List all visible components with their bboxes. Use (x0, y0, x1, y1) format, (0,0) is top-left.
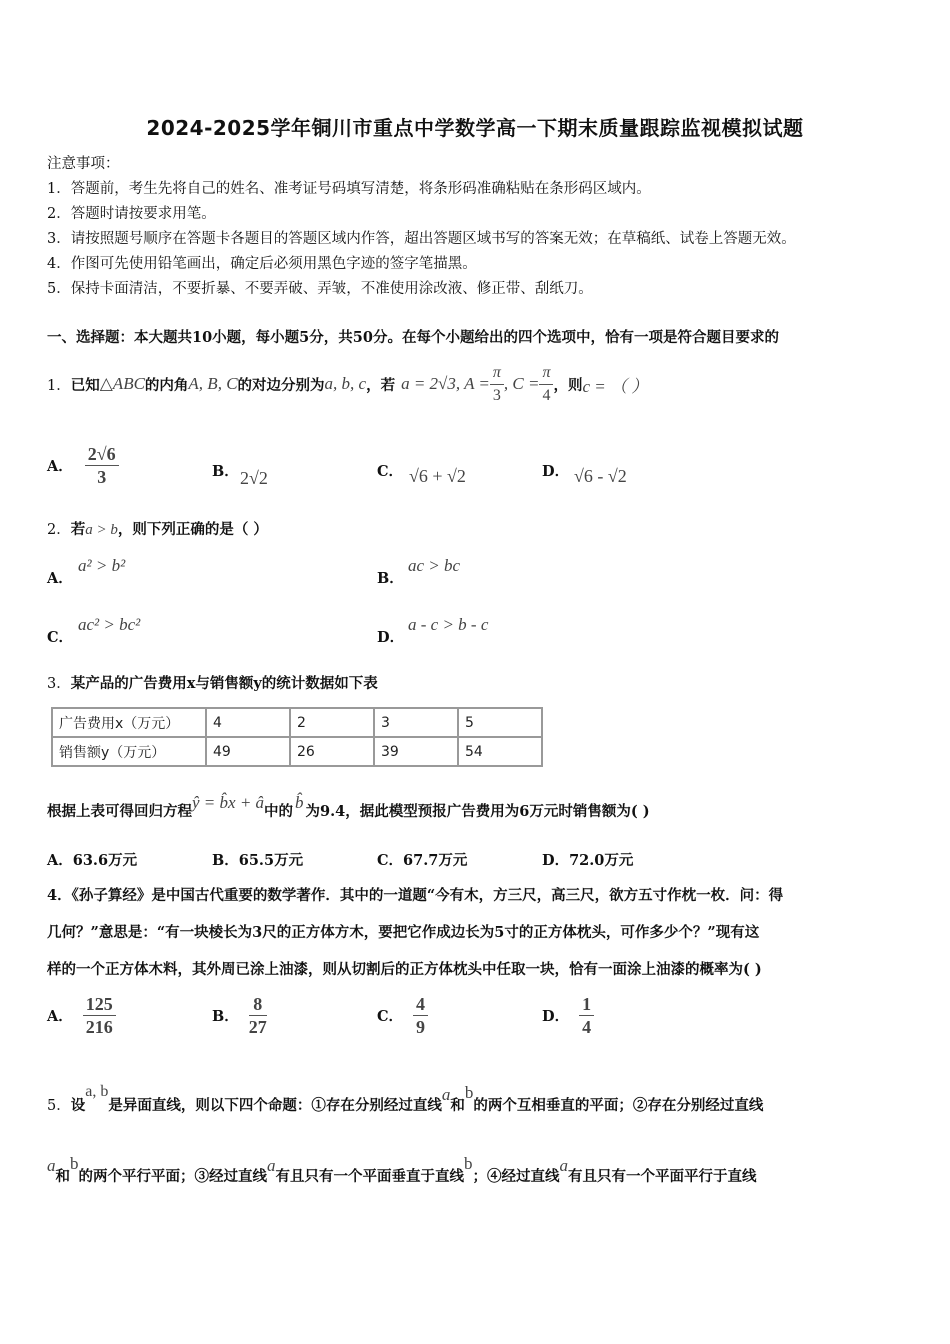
q2-option-d-value: a - c > b - c (408, 615, 489, 634)
q1-angles: A, B, C (188, 374, 238, 393)
question-1 (47, 362, 648, 406)
q5-text: 有且只有一个平面平行于直线 (568, 1168, 757, 1185)
q2-text: ，则下列正确的是（ ） (117, 521, 268, 538)
table-cell: 49 (206, 737, 290, 766)
q5-line-b: b (70, 1154, 79, 1173)
question-number: 1． (47, 377, 71, 394)
q5-line-a: a (559, 1156, 568, 1175)
q5-text: 是异面直线，则以下四个命题：①存在分别经过直线 (108, 1097, 442, 1114)
notice-item: 5．保持卡面清洁，不要折暴、不要弄破、弄皱，不准使用涂改液、修正带、刮纸刀。 (47, 281, 593, 297)
q5-text: ；④经过直线 (472, 1168, 560, 1185)
q1-option-b-value: 2√2 (240, 468, 268, 488)
q4-option-b[interactable]: B． $\frac{8}{27}$ (212, 993, 267, 1037)
q1-option-c-value: √6 + √2 (409, 466, 466, 486)
question-number: 3． (47, 676, 71, 692)
q4-option-c-fraction: $\frac{4}{9}$ (413, 993, 428, 1038)
q4-option-b-fraction: $\frac{8}{27}$ (248, 993, 267, 1037)
table-cell: 26 (290, 737, 374, 766)
q1-text: ，则 (553, 376, 583, 394)
q2-option-a[interactable]: A． (47, 570, 73, 587)
q3-text: 根据上表可得回归方程 (47, 803, 192, 820)
q5-text: 的两个互相垂直的平面；②存在分别经过直线 (473, 1097, 764, 1114)
question-5 (47, 1075, 763, 1115)
q4-option-d-fraction: $\frac{1}{4}$ (579, 993, 594, 1038)
q4-line: 几何？”意思是：“有一块棱长为3尺的正方体方木，要把它作成边长为5寸的正方体枕头，可作多少个？”现有这 (47, 924, 760, 941)
q5-line-a: a (47, 1156, 56, 1175)
q5-line-a: a (267, 1156, 276, 1175)
notice-heading: 注意事项： (47, 156, 120, 172)
section-heading: 一、选择题：本大题共10小题，每小题5分，共50分。在每个小题给出的四个选项中，恰有一项是符合题目要求的 (47, 329, 779, 346)
q1-option-d[interactable]: D． (542, 463, 570, 480)
q3-option-c[interactable]: C．67.7万元 (377, 852, 468, 869)
table-cell: 2 (290, 708, 374, 737)
q5-lines: a, b (85, 1083, 109, 1100)
q5-text: 设 (70, 1097, 86, 1114)
table-header-cell: 广告费用x（万元） (52, 708, 206, 737)
q2-option-b[interactable]: B． (377, 570, 404, 587)
table-header-cell: 销售额y（万元） (52, 737, 206, 766)
notice-item: 4．作图可先使用铅笔画出，确定后必须用黑色字迹的签字笔描黑。 (47, 256, 477, 272)
q3-bhat: b̂ (295, 792, 304, 812)
table-row (52, 708, 542, 737)
q2-option-c-value: ac² > bc² (78, 615, 141, 634)
q3-option-b[interactable]: B．65.5万元 (212, 852, 304, 869)
notice-item: 1．答题前，考生先将自己的姓名、准考证号码填写清楚，将条形码准确粘贴在条形码区域内。 (47, 181, 651, 197)
q3-option-d[interactable]: D．72.0万元 (542, 852, 634, 869)
table-cell: 54 (458, 737, 542, 766)
q1-sides: a, b, c (324, 374, 367, 393)
q3-option-a[interactable]: A．63.6万元 (47, 852, 138, 869)
q3-text: 中的 (264, 803, 294, 820)
q2-option-a-value: a² > b² (78, 556, 126, 575)
q1-triangle: △ABC (99, 374, 145, 393)
q4-option-c[interactable]: C． $\frac{4}{9}$ (377, 990, 428, 1040)
q5-line-a: a (441, 1085, 451, 1104)
question-2 (47, 518, 268, 539)
q2-option-c[interactable]: C． (47, 629, 74, 646)
q1-option-a-fraction: $\frac{2√6}{3}$ (85, 443, 119, 488)
table-row (52, 737, 542, 766)
q1-fraction: $\frac{\pi}{3}$ (490, 362, 504, 407)
q4-option-a[interactable]: A． $\frac{125}{216}$ (47, 990, 116, 1040)
q1-option-b[interactable]: B． (212, 463, 239, 480)
q2-text: 若 (70, 521, 86, 538)
q5-line-b: b (464, 1154, 473, 1173)
q5-text: 的两个平行平面；③经过直线 (78, 1168, 267, 1185)
q5-text: 和 (55, 1168, 70, 1185)
q1-text: 的对边分别为 (237, 376, 325, 394)
q2-condition: a > b (85, 522, 118, 538)
q1-text: 的内角 (144, 376, 189, 394)
q1-condition: a = 2√3, A = (401, 374, 490, 393)
q3-equation: ŷ = b̂x + â (192, 792, 265, 812)
table-cell: 3 (374, 708, 458, 737)
notice-item: 3．请按照题号顺序在答题卡各题目的答题区域内作答，超出答题区域书写的答案无效；在草稿纸、试卷上答题无效。 (47, 231, 796, 247)
question-5-cont (47, 1150, 757, 1186)
q5-line-b: b (464, 1083, 474, 1102)
q2-option-d[interactable]: D． (377, 629, 405, 646)
q1-option-d-value: √6 - √2 (574, 466, 627, 486)
q5-text: 和 (450, 1097, 465, 1114)
q4-line: 样的一个正方体木料，其外周已涂上油漆，则从切割后的正方体枕头中任取一块，恰有一面涂上油漆的概率为( ) (47, 961, 762, 978)
q2-option-b-value: ac > bc (408, 556, 461, 575)
q1-option-a[interactable]: A． $\frac{2√6}{3}$ (47, 440, 119, 490)
q1-text: 已知 (70, 376, 100, 394)
q3-text: 某产品的广告费用x与销售额y的统计数据如下表 (70, 675, 378, 692)
q4-option-a-fraction: $\frac{125}{216}$ (83, 993, 116, 1038)
table-cell: 4 (206, 708, 290, 737)
q1-text: ，若 (366, 376, 396, 394)
q4-line: 4．《孙子算经》是中国古代重要的数学著作．其中的一道题“今有木，方三尺，高三尺，欲方五寸作枕一枚．问：得 (47, 887, 784, 904)
q3-question-line (47, 792, 650, 821)
page-title: 2024-2025学年铜川市重点中学数学高一下期末质量跟踪监视模拟试题 (146, 116, 804, 140)
q4-option-d[interactable]: D． $\frac{1}{4}$ (542, 990, 594, 1040)
q1-ask: c = （ ） (582, 376, 649, 396)
q3-text: 为9.4，据此模型预报广告费用为6万元时销售额为( ) (305, 803, 650, 820)
data-table (51, 707, 543, 767)
question-3 (47, 672, 378, 693)
table-cell: 39 (374, 737, 458, 766)
question-number: 5． (47, 1098, 71, 1114)
q1-option-c[interactable]: C． (377, 463, 404, 480)
q1-fraction: $\frac{\pi}{4}$ (539, 362, 553, 407)
q1-condition: , C = (503, 374, 540, 393)
notice-item: 2．答题时请按要求用笔。 (47, 206, 216, 222)
table-cell: 5 (458, 708, 542, 737)
q5-text: 有且只有一个平面垂直于直线 (275, 1168, 464, 1185)
question-number: 2． (47, 522, 71, 538)
